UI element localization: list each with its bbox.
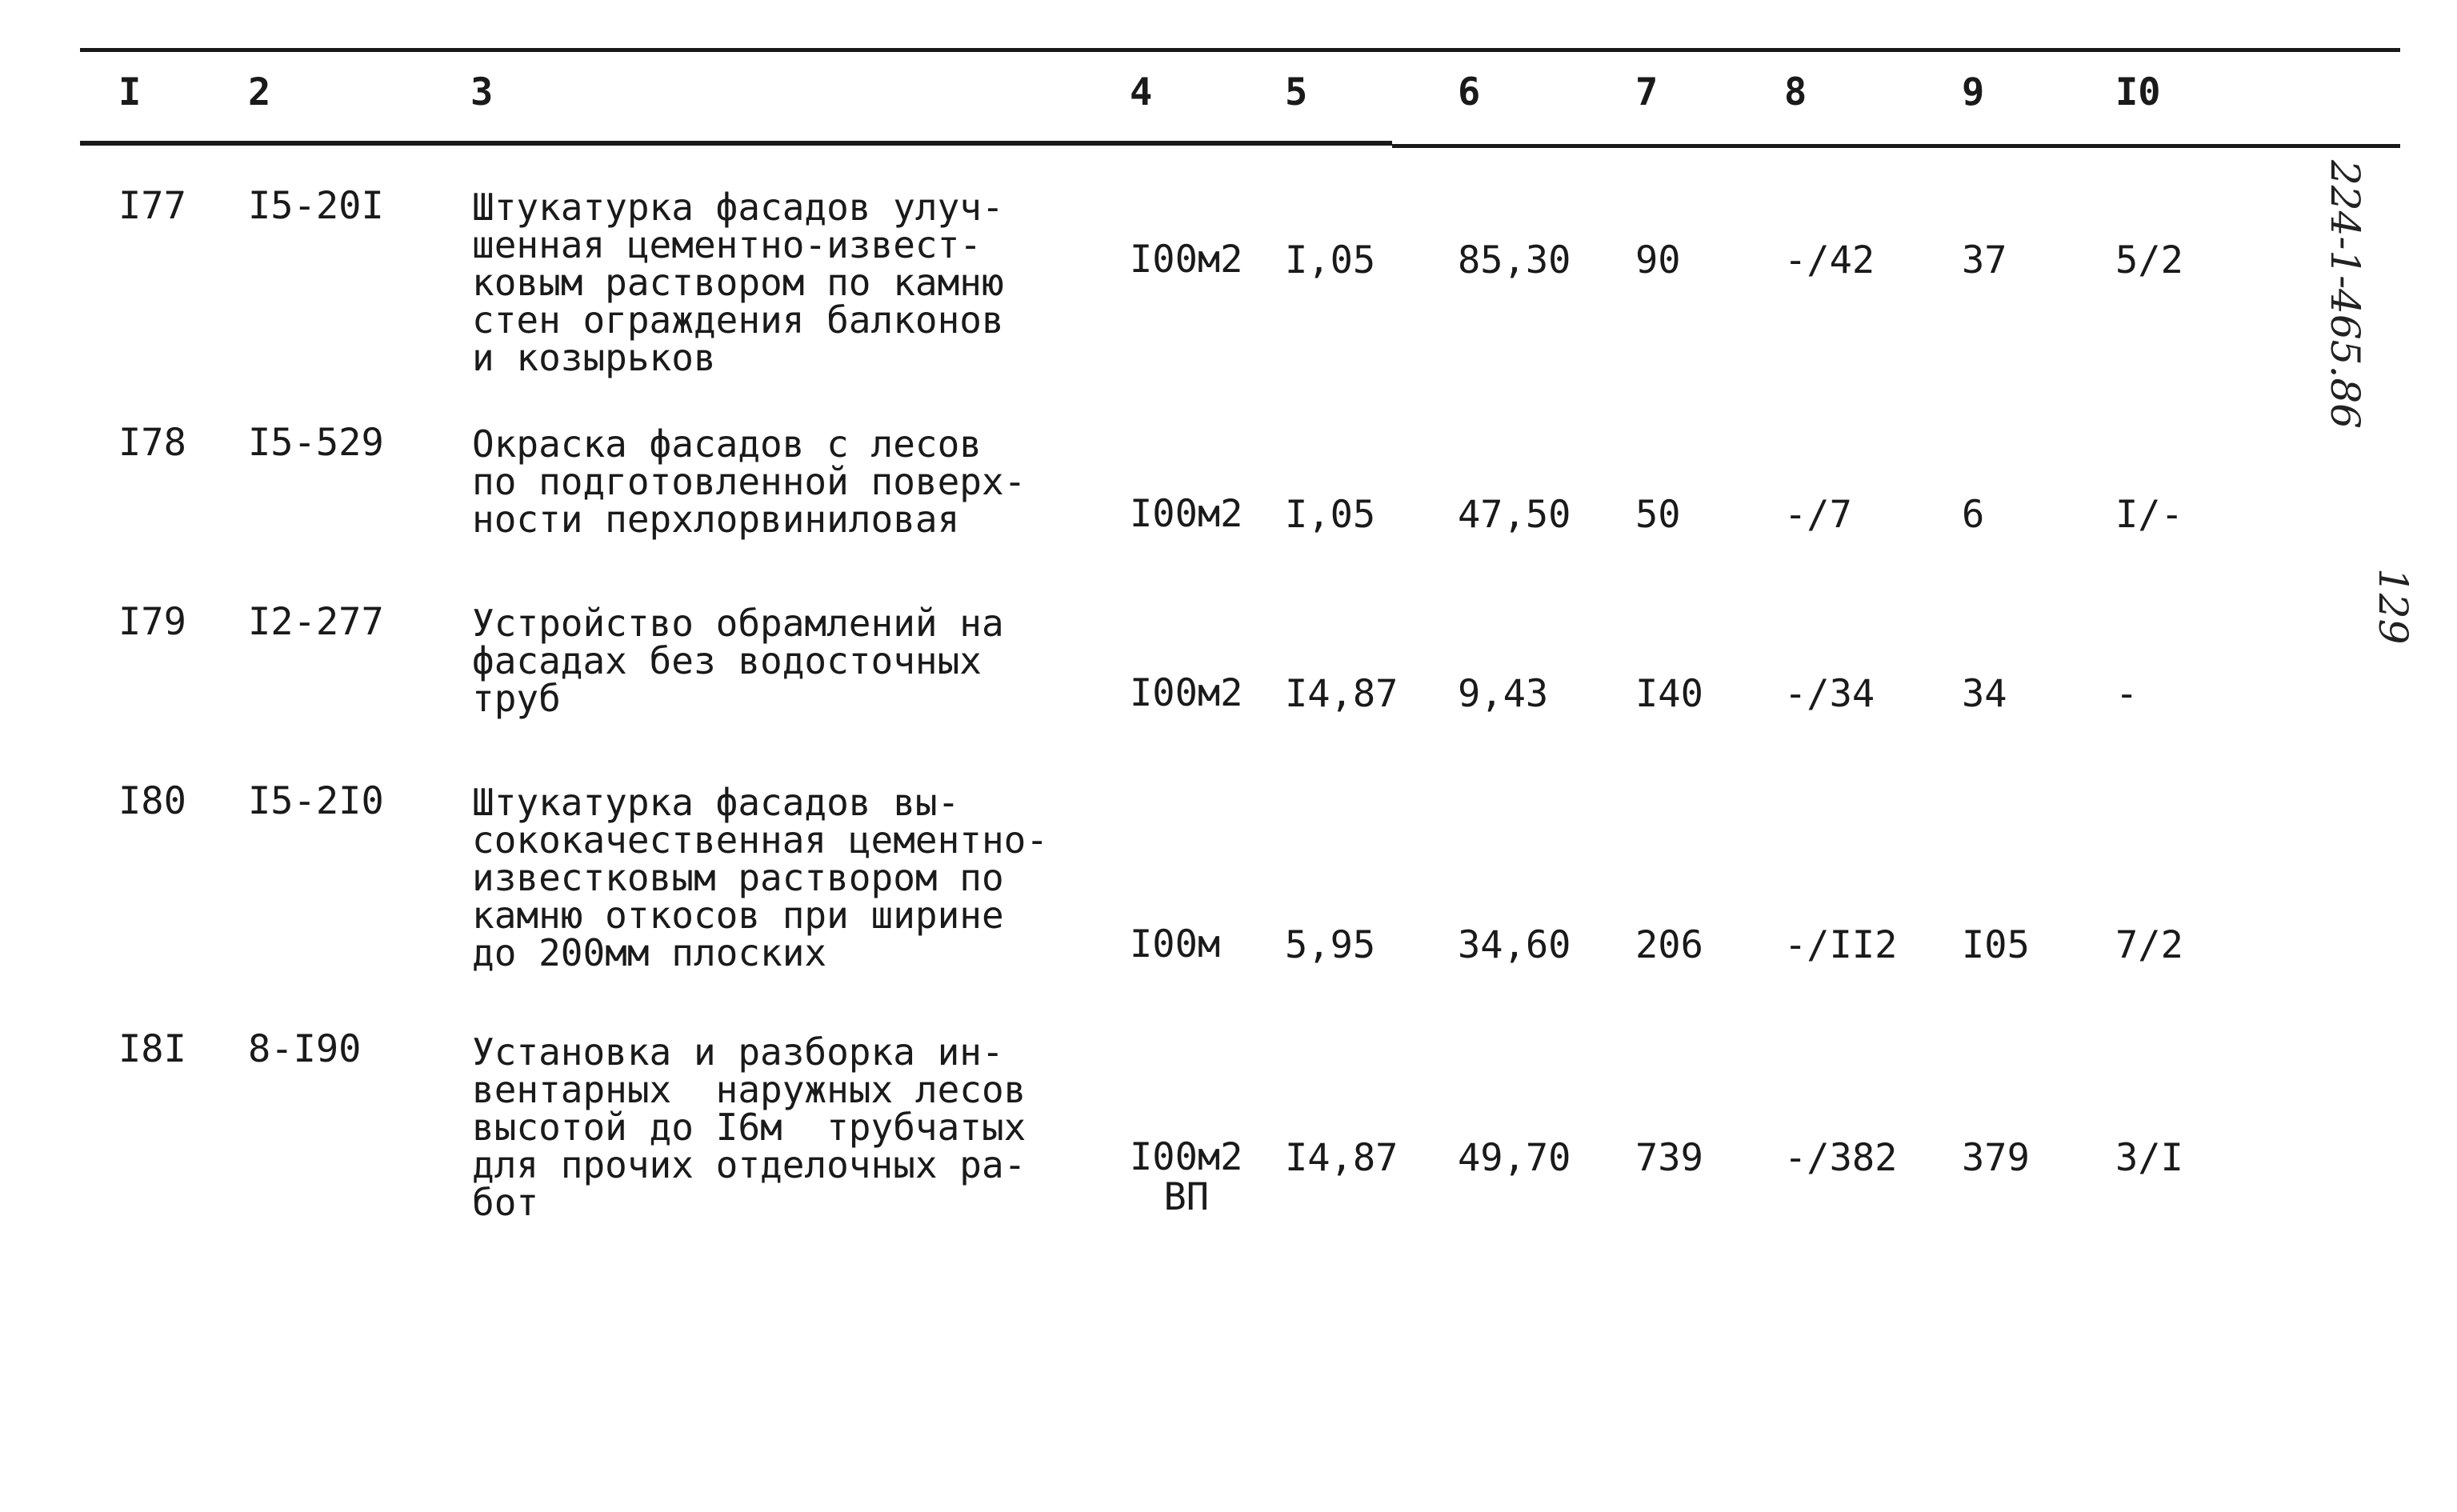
norm-code: I5-529: [248, 421, 384, 465]
work-description: Установка и разборка ин- вентарных наружных лесов высотой до I6м трубчатых для прочих отделочных ра- бот: [472, 1030, 1026, 1224]
col-header-4: 4: [1130, 70, 1153, 114]
unit: I00м2: [1130, 671, 1243, 715]
col-7-value: I40: [1635, 672, 1703, 716]
col-8-value: -/7: [1784, 493, 1852, 537]
col-6-value: 47,50: [1458, 493, 1571, 537]
col-6-value: 85,30: [1458, 238, 1571, 282]
norm-code: I2-277: [248, 600, 384, 644]
col-7-value: 90: [1635, 238, 1681, 282]
col-10-value: 5/2: [2115, 238, 2183, 282]
col-9-value: 34: [1962, 672, 2007, 716]
row-number: I78: [118, 421, 186, 465]
handwritten-document-number: 224-1-465.86: [2322, 160, 2368, 429]
col-6-value: 9,43: [1458, 672, 1549, 716]
handwritten-page-number: 129: [2370, 568, 2416, 645]
col-7-value: 206: [1635, 923, 1703, 967]
quantity: I4,87: [1285, 672, 1399, 716]
col-6-value: 34,60: [1458, 923, 1571, 967]
header-bottom-rule-right: [1392, 144, 2400, 148]
col-header-10: I0: [2115, 70, 2161, 114]
col-10-value: -: [2115, 672, 2139, 716]
work-description: Окраска фасадов с лесов по подготовленной поверх- ности перхлорвиниловая: [472, 422, 1026, 541]
col-header-6: 6: [1458, 70, 1481, 114]
quantity: 5,95: [1285, 923, 1376, 967]
col-9-value: I05: [1962, 923, 2030, 967]
work-description: Штукатурка фасадов вы- сококачественная цементно- известковым раствором по камню откосов при ширине до 200мм плоских: [472, 781, 1049, 974]
col-8-value: -/382: [1784, 1136, 1898, 1180]
work-description: Устройство обрамлений на фасадах без водосточных труб: [472, 602, 1004, 720]
row-number: I8I: [118, 1027, 186, 1071]
quantity: I,05: [1285, 493, 1376, 537]
header-bottom-rule: [80, 141, 1392, 146]
col-7-value: 50: [1635, 493, 1681, 537]
row-number: I80: [118, 779, 186, 823]
col-header-1: I: [118, 70, 142, 114]
col-9-value: 37: [1962, 238, 2007, 282]
col-9-value: 379: [1962, 1136, 2030, 1180]
unit: I00м2 ВП: [1130, 1135, 1243, 1219]
quantity: I4,87: [1285, 1136, 1399, 1180]
col-header-8: 8: [1784, 70, 1807, 114]
col-header-2: 2: [248, 70, 271, 114]
norm-code: I5-2I0: [248, 779, 384, 823]
col-7-value: 739: [1635, 1136, 1703, 1180]
col-6-value: 49,70: [1458, 1136, 1571, 1180]
col-10-value: I/-: [2115, 493, 2183, 537]
col-header-9: 9: [1962, 70, 1985, 114]
table-top-rule: [80, 48, 2400, 52]
quantity: I,05: [1285, 238, 1376, 282]
col-header-7: 7: [1635, 70, 1659, 114]
col-10-value: 3/I: [2115, 1136, 2183, 1180]
unit: I00м2: [1130, 238, 1243, 282]
row-number: I79: [118, 600, 186, 644]
col-10-value: 7/2: [2115, 923, 2183, 967]
col-header-3: 3: [470, 70, 494, 114]
norm-code: 8-I90: [248, 1027, 362, 1071]
work-description: Штукатурка фасадов улуч- шенная цементно-извест- ковым раствором по камню стен ограждения балконов и козырьков: [472, 186, 1004, 379]
row-number: I77: [118, 184, 186, 228]
col-8-value: -/42: [1784, 238, 1875, 282]
unit: I00м: [1130, 922, 1221, 966]
col-8-value: -/II2: [1784, 923, 1898, 967]
col-8-value: -/34: [1784, 672, 1875, 716]
col-9-value: 6: [1962, 493, 1985, 537]
norm-code: I5-20I: [248, 184, 384, 228]
unit: I00м2: [1130, 492, 1243, 536]
col-header-5: 5: [1285, 70, 1308, 114]
